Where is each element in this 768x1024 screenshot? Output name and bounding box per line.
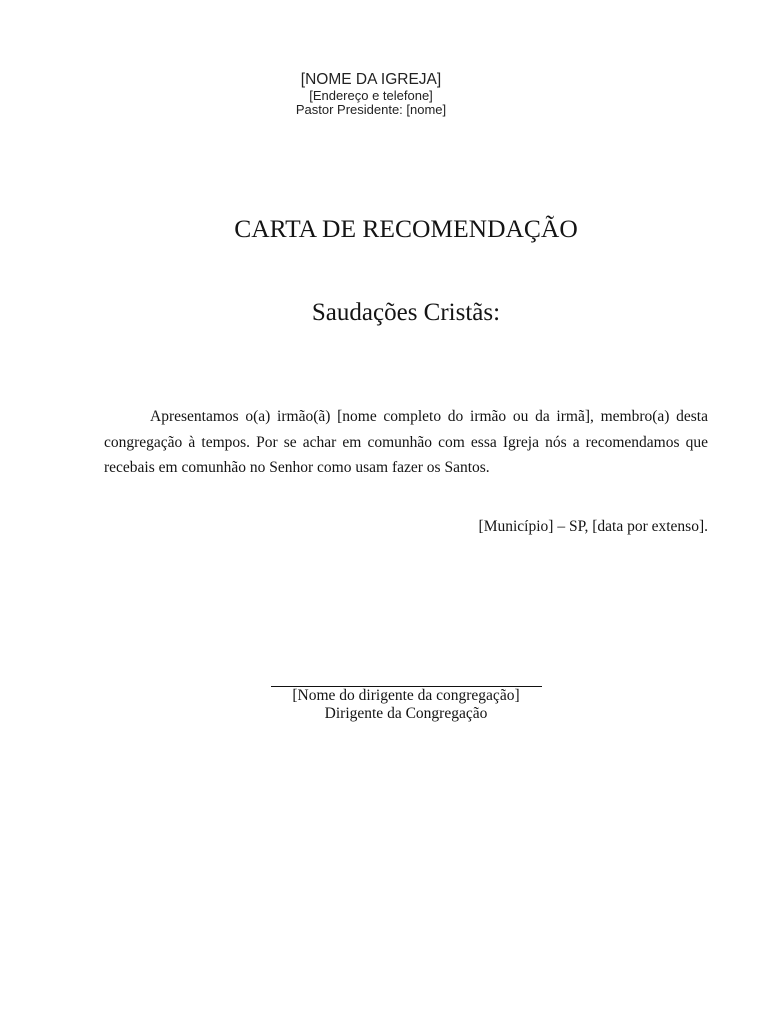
letter-body: Apresentamos o(a) irmão(ã) [nome completo do irmão ou da irmã], membro(a) desta congregação à tempos. Por se achar em comunhão com essa Igreja nós a recomendamos que recebais em comunhão no Senhor como usam fazer os Santos. — [104, 408, 708, 476]
signer-role: Dirigente da Congregação — [324, 705, 488, 722]
place-date: [Município] – SP, [data por extenso]. — [478, 518, 708, 535]
church-pastor: Pastor Presidente: [nome] — [295, 102, 447, 117]
signer-name: [Nome do dirigente da congregação] — [292, 687, 520, 704]
church-address-phone: [Endereço e telefone] — [309, 88, 433, 103]
letter-title: CARTA DE RECOMENDAÇÃO — [234, 214, 578, 243]
church-name: [NOME DA IGREJA] — [300, 71, 442, 88]
greeting: Saudações Cristãs: — [311, 299, 501, 326]
